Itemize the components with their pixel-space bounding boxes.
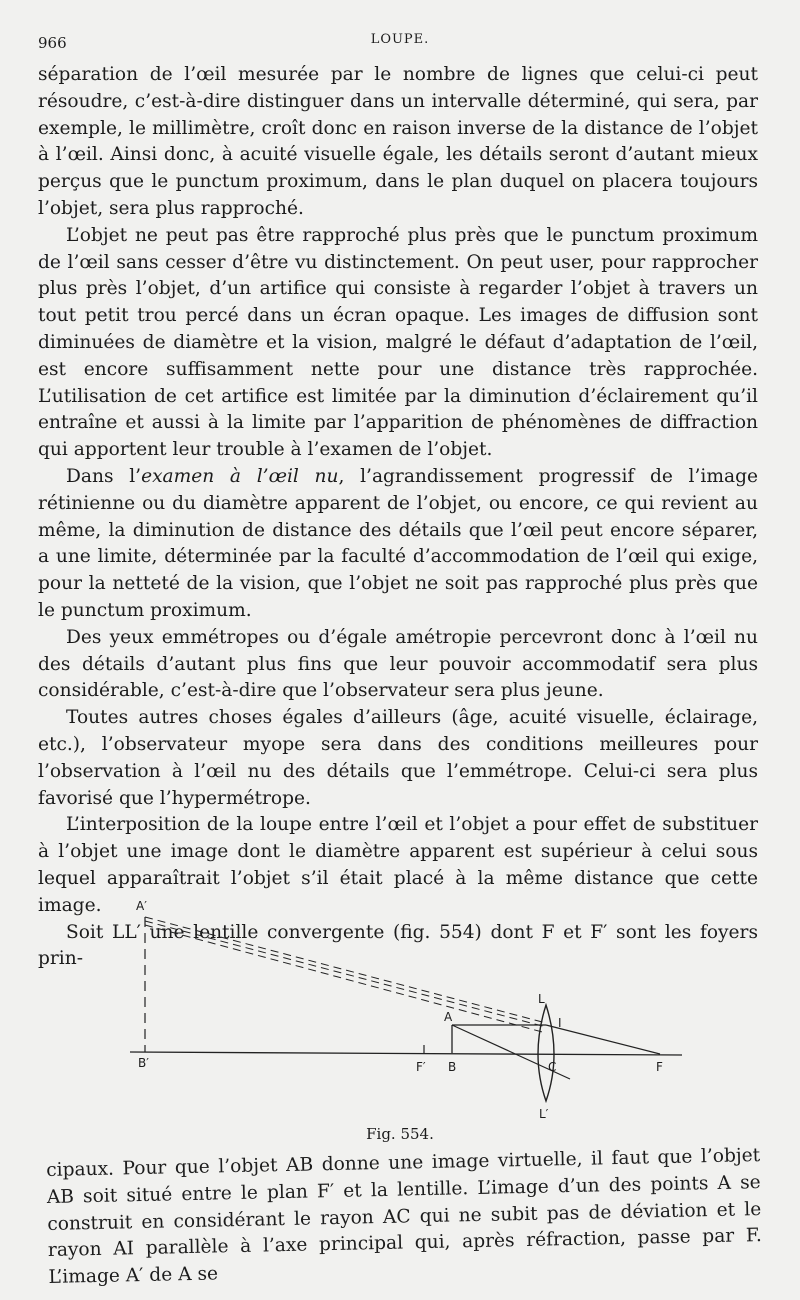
figure-caption: Fig. 554. [366, 1125, 434, 1143]
paragraph: L’interposition de la loupe entre l’œil et l’objet a pour effet de substituer à l’objet une image dont le diamètre apparent est supérieur à celui sous lequel apparaîtrait l’objet s’il était placé à la même distance que cette image. [38, 814, 758, 916]
label-i: I [558, 1016, 562, 1030]
label-a: A [444, 1010, 453, 1024]
page-number: 966 [38, 34, 67, 52]
lens-diagram [100, 895, 720, 1125]
label-l: L [538, 992, 545, 1006]
paragraph [38, 464, 758, 625]
label-f-prime: F′ [416, 1060, 426, 1074]
refracted-ray [546, 1025, 660, 1054]
paragraph: Soit LL′ une lentille convergente (fig. 554) dont F et F′ sont les foyers prin- [38, 921, 758, 970]
label-b-prime: B′ [138, 1056, 149, 1070]
paragraph: Toutes autres choses égales d’ailleurs (âge, acuité visuelle, éclairage, etc.), l’observateur myope sera dans des conditions meilleures pour l’observation à l’œil nu des détails que l’emmétrope. Celui-ci sera plus favorisé que l’hypermétrope. [38, 707, 758, 809]
label-l-prime: L′ [539, 1107, 549, 1121]
lens-shape [538, 1005, 557, 1101]
main-text [38, 62, 758, 973]
paragraph: L’objet ne peut pas être rapproché plus près que le punctum proximum de l’œil sans cesser d’être vu distinctement. On peut user, pour rapprocher plus près l’objet, d’un artifice qui consiste à regarder l’objet à travers un tout petit trou percé dans un écran opaque. Les images de diffusion sont diminuées de diamètre et la vision, malgré le défaut d’adaptation de l’œil, est encore suffisamment nette pour une distance très rapprochée. L’utilisation de cet artifice est limitée par la diminution d’éclairement qu’il entraîne et aussi à la limite par l’apparition de phénomènes de diffraction qui apportent leur trouble à l’examen de l’objet. [38, 224, 758, 461]
continuation-text [46, 1143, 763, 1292]
dashed-ray [145, 921, 546, 1027]
dashed-ray [145, 917, 546, 1023]
label-c: C [548, 1060, 557, 1074]
lens-diagram-svg [100, 895, 720, 1125]
paragraph: séparation de l’œil mesurée par le nombre de lignes que celui-ci peut résoudre, c’est-à-dire distinguer dans un intervalle déterminé, qui sera, par exemple, le millimètre, croît donc en raison inverse de la distance de l’objet à l’œil. Ainsi donc, à acuité visuelle égale, les détails seront d’autant mieux perçus que le punctum proximum, dans le plan duquel on placera toujours l’objet, sera plus rapproché. [38, 64, 758, 219]
running-title: LOUPE. [370, 32, 430, 47]
emphasis-text: examen à l’œil nu [141, 465, 339, 487]
label-a-prime: A′ [136, 899, 147, 913]
principal-axis [130, 1052, 682, 1055]
paragraph-text: Dans l’ [66, 465, 142, 487]
paragraph: Des yeux emmétropes ou d’égale amétropie percevront donc à l’œil nu des détails d’autant plus fins que leur pouvoir accommodatif sera plus considérable, c’est-à-dire que l’observateur sera plus jeune. [38, 626, 758, 702]
page-header [38, 28, 762, 58]
label-f: F [656, 1060, 663, 1074]
paragraph: cipaux. Pour que l’objet AB donne une image virtuelle, il faut que l’objet AB soit situé entre le plan F′ et la lentille. L’image d’un des points A se construit en considérant le rayon AC qui ne subit pas de déviation et le rayon AI parallèle à l’axe principal qui, après réfraction, passe par F. L’image A′ de A se [46, 1145, 763, 1289]
label-b: B [448, 1060, 457, 1074]
dashed-ray [145, 925, 546, 1033]
paragraph-text: , l’agrandissement progressif de l’image rétinienne ou du diamètre apparent de l’objet, ou encore, ce qui revient au même, la diminution de distance des détails que l’œil peut encore séparer, a une limite, déterminée par la faculté d’accommodation de l’œil qui exige, pour la netteté de la vision, que l’objet ne soit pas rapproché plus près que le punctum proximum. [38, 465, 758, 621]
